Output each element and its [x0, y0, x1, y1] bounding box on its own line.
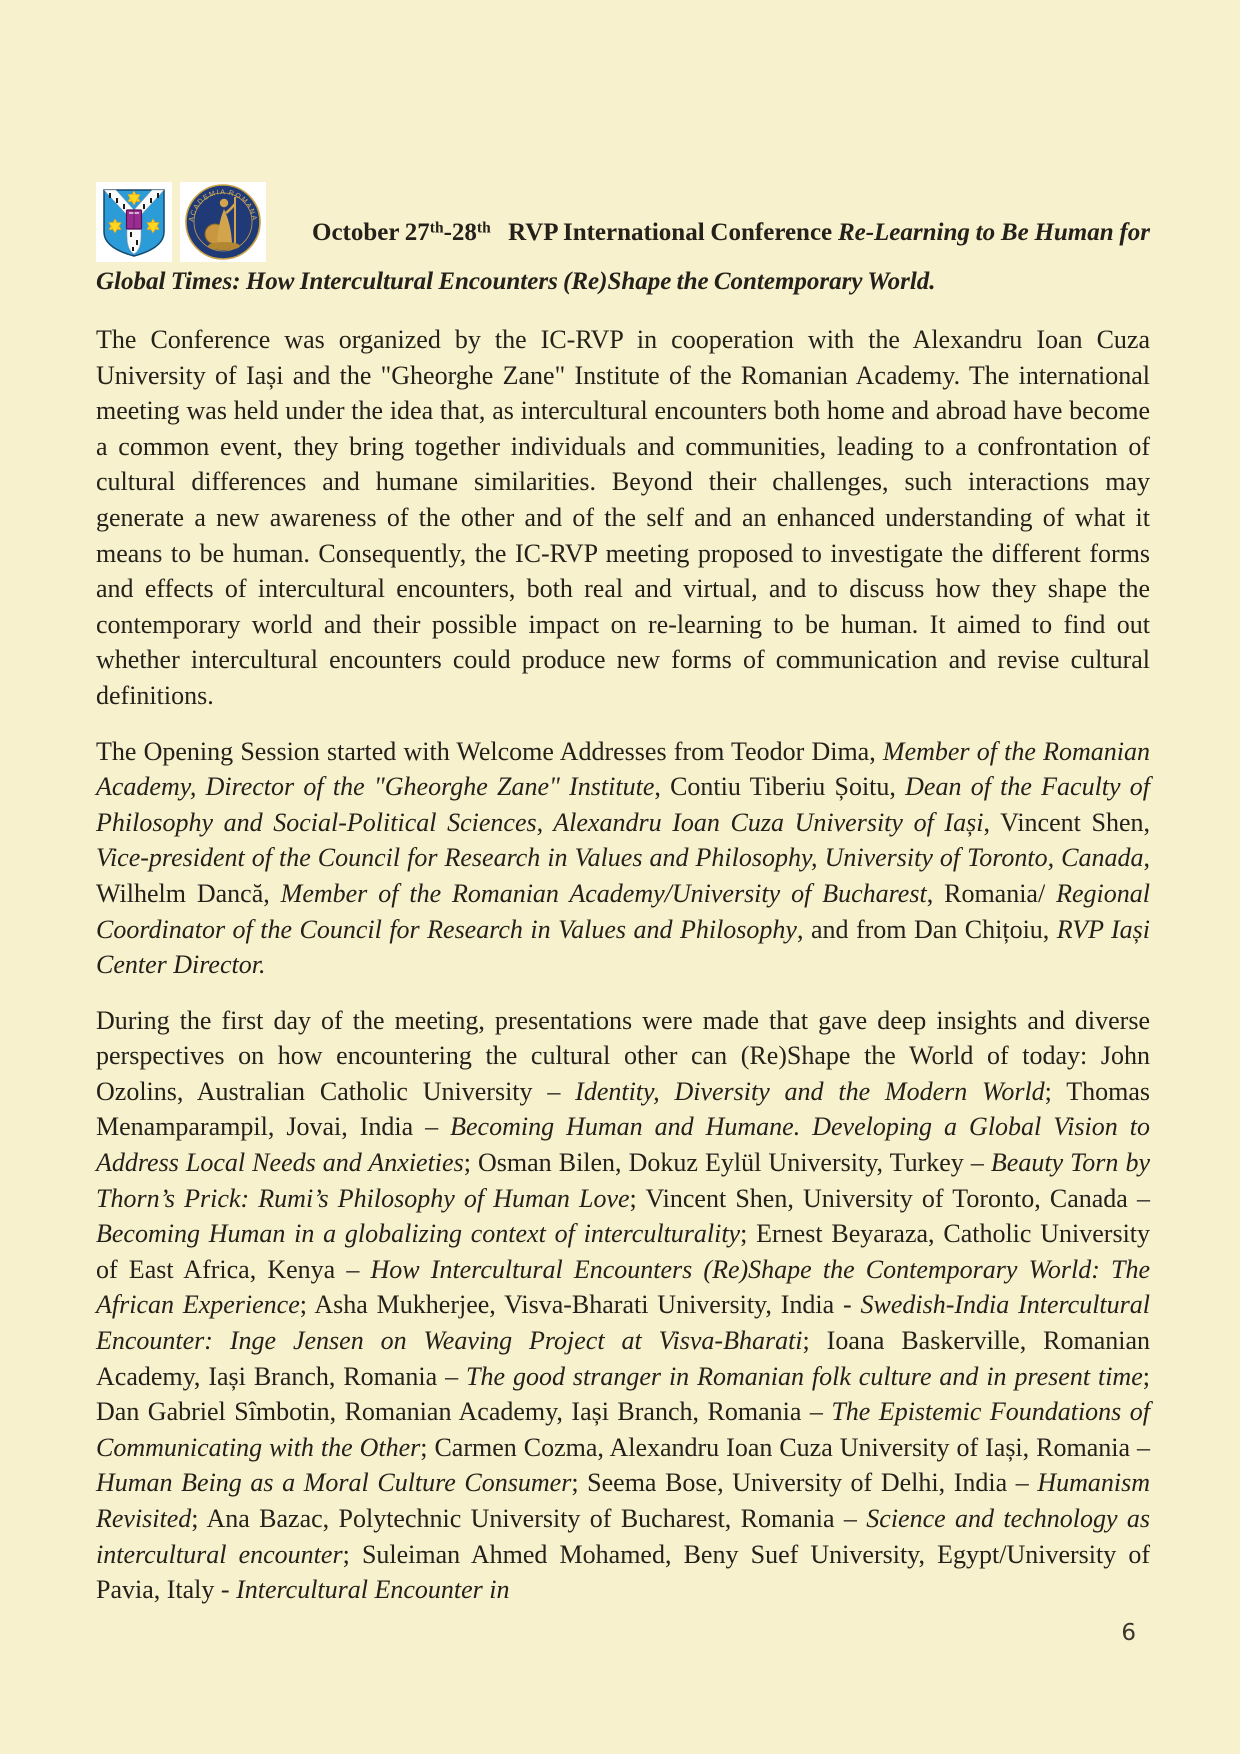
romanian-academy-seal-logo — [180, 182, 266, 262]
paragraph-first-day-presentations: During the first day of the meeting, presentations were made that gave deep insights and diverse perspectives on how encountering the cultural other can (Re)Shape the World of today: John Ozolins, Australian Catholic University – Identity, Diversity and the Modern World; Thomas Menamparampil, Jovai, India – Becoming Human and Humane. Developing a Global Vision to Address Local Needs and Anxieties; Osman Bilen, Dokuz Eylül University, Turkey – Beauty Torn by Thorn’s Prick: Rumi’s Philosophy of Human Love; Vincent Shen, University of Toronto, Canada – Becoming Human in a globalizing context of interculturality; Ernest Beyaraza, Catholic University of East Africa, Kenya – How Intercultural Encounters (Re)Shape the Contemporary World: The African Experience; Asha Mukherjee, Visva-Bharati University, India - Swedish-India Intercultural Encounter: Inge Jensen on Weaving Project at Visva-Bharati; Ioana Baskerville, Romanian Academy, Iași Branch, Romania – The good stranger in Romanian folk culture and in present time; Dan Gabriel Sîmbotin, Romanian Academy, Iași Branch, Romania – The Epistemic Foundations of Communicating with the Other; Carmen Cozma, Alexandru Ioan Cuza University of Iași, Romania – Human Being as a Moral Culture Consumer; Seema Bose, University of Delhi, India – Humanism Revisited; Ana Bazac, Polytechnic University of Bucharest, Romania – Science and technology as intercultural encounter; Suleiman Ahmed Mohamed, Beny Suef University, Egypt/University of Pavia, Italy - Intercultural Encounter in — [96, 1005, 1151, 1605]
paragraph-conference-overview: The Conference was organized by the IC-RVP in cooperation with the Alexandru Ioan Cuza University of Iași and the "Gheorghe Zane" Institute of the Romanian Academy. The international meeting was held under the idea that, as intercultural encounters both home and abroad have become a common event, they bring together individuals and communities, leading to a confrontation of cultural differences and humane similarities. Beyond their challenges, such interactions may generate a new awareness of the other and of the self and an enhanced understanding of what it means to be human. Consequently, the IC-RVP meeting proposed to investigate the different forms and effects of intercultural encounters, both real and virtual, and to discuss how they shape the contemporary world and their possible impact on re-learning to be human. It aimed to find out whether intercultural encounters could produce new forms of communication and revise cultural definitions. — [96, 325, 1150, 710]
seal-caption-text: ACADEMIA ROMANA — [188, 189, 258, 223]
conference-title-block — [96, 182, 1150, 302]
page-number: 6 — [1121, 1619, 1136, 1646]
conference-title-text: October 27th-28th RVP International Conference Re-Learning to Be Human for Global Times: How Intercultural Encounters (Re)Shape the Contemporary World. — [96, 219, 1150, 295]
paragraph-opening-session: The Opening Session started with Welcome Addresses from Teodor Dima, Member of the Romanian Academy, Director of the "Gheorghe Zane" Institute, Contiu Tiberiu Șoitu, Dean of the Faculty of Philosophy and Social-Political Sciences, Alexandru Ioan Cuza University of Iași, Vincent Shen, Vice-president of the Council for Research in Values and Philosophy, University of Toronto, Canada, Wilhelm Dancă, Member of the Romanian Academy/University of Bucharest, Romania/ Regional Coordinator of the Council for Research in Values and Philosophy, and from Dan Chițoiu, RVP Iași Center Director. — [96, 736, 1151, 980]
uaic-coat-of-arms-logo — [96, 182, 172, 262]
